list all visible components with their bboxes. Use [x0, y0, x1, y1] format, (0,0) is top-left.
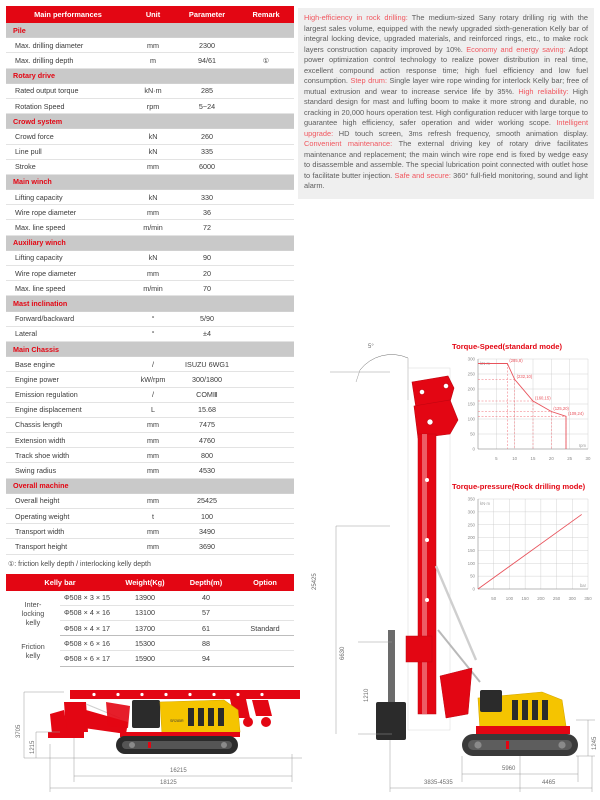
svg-text:50: 50 [470, 431, 475, 437]
kelly-cell-weight: 15300 [114, 636, 176, 651]
svg-text:250: 250 [467, 371, 475, 377]
spec-cell-unit: m [130, 53, 176, 68]
spec-section-row [6, 341, 294, 356]
spec-cell-name: Engine power [6, 372, 130, 387]
kelly-cell-spec: Φ508 × 3 × 15 [60, 591, 114, 606]
spec-cell-param: 36 [176, 205, 238, 220]
spec-cell-param: 4530 [176, 463, 238, 478]
spec-data-row [6, 129, 294, 144]
spec-cell-remark [238, 190, 294, 205]
kelly-cell-spec: Φ508 × 6 × 16 [60, 636, 114, 651]
svg-text:kN·m: kN·m [480, 361, 491, 366]
spec-data-row [6, 326, 294, 341]
spec-section-label: Mast inclination [6, 296, 294, 311]
svg-text:300: 300 [568, 596, 576, 601]
spec-cell-remark [238, 463, 294, 478]
spec-data-row [6, 190, 294, 205]
svg-text:5: 5 [495, 456, 498, 461]
transport-drawing [2, 688, 302, 798]
spec-cell-remark [238, 38, 294, 53]
spec-cell-remark [238, 220, 294, 235]
spec-cell-remark [238, 98, 294, 113]
spec-data-row [6, 266, 294, 281]
feature-body: The medium-sized Sany rotary drilling rig with the largest sales volume, equipped with the newly upgraded sixth-generation Kelly bar of integral locking device, upgraded materials, and reinforced rings, etc., to make rock layers construction capacity improved by 10%. [304, 13, 588, 54]
spec-cell-remark [238, 448, 294, 463]
spec-data-row [6, 83, 294, 98]
spec-data-row [6, 159, 294, 174]
spec-section-row [6, 296, 294, 311]
svg-text:50: 50 [491, 596, 497, 601]
features-panel [298, 8, 594, 199]
svg-text:350: 350 [467, 496, 475, 502]
feature-title: High-efficiency in rock drilling: [304, 13, 408, 22]
spec-cell-unit: kN [130, 129, 176, 144]
svg-text:50: 50 [470, 573, 475, 579]
svg-text:kN·m: kN·m [480, 501, 491, 506]
kelly-cell-weight: 13900 [114, 591, 176, 606]
spec-cell-unit: t [130, 509, 176, 524]
spec-cell-unit: ° [130, 311, 176, 326]
header-parameter: Parameter [176, 6, 238, 23]
spec-data-row [6, 38, 294, 53]
svg-text:200: 200 [537, 596, 545, 601]
spec-cell-param: 335 [176, 144, 238, 159]
spec-section-label: Overall machine [6, 478, 294, 493]
spec-cell-param: 5/90 [176, 311, 238, 326]
svg-text:100: 100 [467, 416, 475, 422]
header-depth: Depth(m) [176, 574, 236, 591]
spec-section-row [6, 114, 294, 129]
svg-text:25: 25 [567, 456, 573, 461]
spec-cell-remark [238, 144, 294, 159]
spec-cell-name: Base engine [6, 357, 130, 372]
rear-reach-label: 4465 [542, 780, 556, 786]
spec-cell-name: Overall height [6, 493, 130, 508]
feature-body: HD touch screen, 3ms refresh frequency, smooth animation display. [333, 128, 588, 138]
spec-data-row [6, 524, 294, 539]
kelly-cell-option [236, 651, 294, 666]
kelly-table-body [6, 591, 294, 666]
kelly-cell-depth: 57 [176, 605, 236, 620]
spec-cell-param: 300/1800 [176, 372, 238, 387]
spec-cell-remark [238, 357, 294, 372]
spec-data-row [6, 493, 294, 508]
machine-model-text: SR285R [170, 719, 184, 723]
svg-text:250: 250 [552, 596, 561, 601]
kelly-cell-depth: 40 [176, 591, 236, 606]
transport-total-length-label: 18125 [160, 780, 177, 786]
spec-cell-unit: / [130, 387, 176, 402]
kelly-cell-depth: 94 [176, 651, 236, 666]
feature-body: The external driving key of rotary drive facilitates maintenance and replacement; the main winch wire rope end is fixed by wedge easy to disassemble and assemble. The special lubrication point connected with outlet hose to facilitate butter injection. [304, 139, 588, 180]
kelly-cell-weight: 15900 [114, 651, 176, 666]
feature-body: 360° full-field monitoring, sound and light alarm. [304, 170, 588, 191]
spec-cell-remark [238, 159, 294, 174]
spec-cell-remark: ① [238, 53, 294, 68]
svg-text:bar: bar [579, 583, 586, 588]
spec-data-row [6, 448, 294, 463]
feature-title: Economy and energy saving: [466, 44, 566, 54]
spec-cell-remark [238, 250, 294, 265]
svg-text:200: 200 [467, 535, 475, 541]
spec-section-label: Pile [6, 23, 294, 38]
spec-cell-name: Lifting capacity [6, 250, 130, 265]
kelly-group-line: kelly [25, 650, 41, 660]
spec-cell-name: Chassis length [6, 417, 130, 432]
spec-cell-unit: m/min [130, 281, 176, 296]
feature-body: Adopt power optimization control technology to realize power distribution in real time, excellent compound action response time; high fuel efficiency and low fuel consumption. [304, 44, 588, 86]
spec-data-row [6, 357, 294, 372]
spec-cell-param: 4760 [176, 433, 238, 448]
spec-cell-name: Operating weight [6, 509, 130, 524]
spec-data-row [6, 281, 294, 296]
spec-cell-unit: mm [130, 417, 176, 432]
spec-data-row [6, 463, 294, 478]
feature-title: High reliability: [518, 86, 569, 96]
spec-data-row [6, 417, 294, 432]
spec-cell-name: Max. line speed [6, 281, 130, 296]
transport-inner-length-label: 16215 [170, 768, 187, 774]
spec-section-label: Main winch [6, 174, 294, 189]
kelly-cell-option: Standard [236, 620, 294, 635]
svg-text:150: 150 [467, 548, 475, 554]
spec-cell-name: Engine displacement [6, 402, 130, 417]
rotary-offset-label: 1210 [364, 688, 370, 702]
spec-cell-remark [238, 524, 294, 539]
spec-cell-unit: / [130, 357, 176, 372]
spec-cell-remark [238, 205, 294, 220]
spec-cell-name: Rated output torque [6, 83, 130, 98]
header-weight: Weight(Kg) [114, 574, 176, 591]
spec-cell-remark [238, 539, 294, 554]
kelly-cell-option [236, 636, 294, 651]
spec-cell-unit: kN·m [130, 83, 176, 98]
kelly-cell-option [236, 605, 294, 620]
spec-section-label: Rotary drive [6, 68, 294, 83]
svg-text:200: 200 [467, 386, 475, 392]
svg-text:100: 100 [505, 596, 514, 601]
kelly-group-line: Friction [21, 641, 45, 651]
spec-cell-param: 25425 [176, 493, 238, 508]
spec-cell-param: 15.68 [176, 402, 238, 417]
spec-cell-param: 6000 [176, 159, 238, 174]
svg-text:150: 150 [521, 596, 529, 601]
spec-cell-name: Track shoe width [6, 448, 130, 463]
feature-title: Convenient maintenance: [304, 139, 393, 149]
spec-cell-remark [238, 372, 294, 387]
spec-cell-unit: mm [130, 524, 176, 539]
spec-section-row [6, 68, 294, 83]
spec-cell-remark [238, 83, 294, 98]
svg-text:100: 100 [467, 560, 475, 566]
spec-cell-param: 330 [176, 190, 238, 205]
spec-data-row [6, 220, 294, 235]
spec-cell-remark [238, 266, 294, 281]
spec-cell-name: Rotation Speed [6, 98, 130, 113]
kelly-bar-table [6, 574, 294, 667]
spec-cell-name: Wire rope diameter [6, 266, 130, 281]
kelly-cell-spec: Φ508 × 4 × 17 [60, 620, 114, 635]
spec-data-row [6, 539, 294, 554]
spec-cell-unit: mm [130, 493, 176, 508]
spec-cell-name: Transport width [6, 524, 130, 539]
header-main-performances: Main performances [6, 6, 130, 23]
spec-data-row [6, 311, 294, 326]
kelly-header-row [6, 574, 294, 591]
spec-cell-name: Wire rope diameter [6, 205, 130, 220]
spec-table-body [6, 23, 294, 554]
header-kelly-bar: Kelly bar [6, 574, 114, 591]
svg-text:300: 300 [467, 356, 475, 362]
spec-section-label: Auxiliary winch [6, 235, 294, 250]
spec-cell-param: 285 [176, 83, 238, 98]
spec-cell-name: Emission regulation [6, 387, 130, 402]
table-header-row [6, 6, 294, 23]
header-unit: Unit [130, 6, 176, 23]
footnote: ①: friction kelly depth / interlocking kelly depth [8, 560, 151, 568]
spec-cell-param: COMⅢ [176, 387, 238, 402]
spec-cell-unit: ° [130, 326, 176, 341]
svg-text:(285,8): (285,8) [509, 358, 523, 363]
spec-cell-name: Max. drilling depth [6, 53, 130, 68]
svg-text:(160,15): (160,15) [535, 395, 551, 401]
kelly-cell-depth: 88 [176, 636, 236, 651]
svg-text:(232,10): (232,10) [516, 373, 533, 379]
svg-text:15: 15 [530, 456, 536, 461]
spec-cell-param: ±4 [176, 326, 238, 341]
spec-cell-param: 20 [176, 266, 238, 281]
spec-cell-remark [238, 387, 294, 402]
spec-section-label: Crowd system [6, 114, 294, 129]
spec-cell-unit: mm [130, 539, 176, 554]
spec-cell-param: 2300 [176, 38, 238, 53]
spec-cell-unit: mm [130, 38, 176, 53]
feature-title: Intelligent upgrade: [304, 118, 588, 138]
kelly-cell-weight: 13700 [114, 620, 176, 635]
spec-cell-param: 5~24 [176, 98, 238, 113]
spec-cell-remark [238, 493, 294, 508]
spec-cell-name: Max. drilling diameter [6, 38, 130, 53]
kelly-cell-spec: Φ508 × 6 × 17 [60, 651, 114, 666]
spec-data-row [6, 144, 294, 159]
spec-cell-param: 260 [176, 129, 238, 144]
spec-cell-unit: L [130, 402, 176, 417]
feature-title: Step drum: [350, 76, 388, 86]
track-length-label: 5960 [502, 766, 516, 772]
front-reach-label: 3835-4535 [424, 780, 453, 786]
spec-data-row [6, 98, 294, 113]
spec-data-row [6, 387, 294, 402]
kelly-cell-spec: Φ508 × 4 × 16 [60, 605, 114, 620]
spec-cell-unit: kN [130, 250, 176, 265]
spec-cell-name: Stroke [6, 159, 130, 174]
spec-cell-param: 7475 [176, 417, 238, 432]
spec-cell-unit: mm [130, 448, 176, 463]
side-view-drawing [330, 330, 595, 798]
spec-data-row [6, 372, 294, 387]
spec-cell-unit: rpm [130, 98, 176, 113]
spec-cell-name: Extension width [6, 433, 130, 448]
torque-pressure-title: Torque-pressure(Rock drilling mode) [452, 482, 586, 491]
svg-text:250: 250 [467, 522, 475, 528]
spec-cell-name: Crowd force [6, 129, 130, 144]
header-option: Option [236, 574, 294, 591]
spec-cell-param: 70 [176, 281, 238, 296]
header-remark: Remark [238, 6, 294, 23]
spec-cell-name: Forward/backward [6, 311, 130, 326]
spec-cell-remark [238, 402, 294, 417]
transport-view-diagram [2, 688, 302, 798]
spec-cell-param: 94/61 [176, 53, 238, 68]
spec-data-row [6, 509, 294, 524]
svg-text:(109,24): (109,24) [568, 410, 584, 416]
kelly-group-line: locking [21, 608, 45, 618]
kelly-group-line: Inter- [24, 599, 42, 609]
spec-cell-remark [238, 129, 294, 144]
spec-cell-unit: m/min [130, 220, 176, 235]
transport-lower-height-label: 1215 [30, 740, 36, 754]
svg-text:(125,20): (125,20) [553, 406, 569, 411]
overall-height-label: 25425 [312, 573, 318, 590]
kelly-group-label [6, 636, 60, 666]
svg-text:10: 10 [512, 456, 518, 461]
spec-data-row [6, 250, 294, 265]
spec-cell-remark [238, 326, 294, 341]
svg-text:350: 350 [584, 596, 592, 601]
left-column [6, 6, 294, 667]
kelly-group-line: kelly [25, 617, 41, 627]
spec-section-row [6, 235, 294, 250]
spec-cell-unit: mm [130, 433, 176, 448]
spec-cell-remark [238, 311, 294, 326]
torque-speed-title: Torque-Speed(standard mode) [452, 342, 562, 351]
spec-section-row [6, 174, 294, 189]
svg-text:300: 300 [467, 509, 475, 515]
svg-text:150: 150 [467, 401, 475, 407]
svg-text:0: 0 [472, 586, 475, 592]
spec-data-row [6, 205, 294, 220]
spec-cell-remark [238, 281, 294, 296]
feature-title: Safe and secure: [394, 170, 451, 180]
chassis-height-label: 1245 [592, 736, 598, 750]
spec-section-row [6, 23, 294, 38]
spec-cell-remark [238, 509, 294, 524]
spec-cell-unit: mm [130, 159, 176, 174]
spec-cell-unit: mm [130, 463, 176, 478]
spec-cell-param: 72 [176, 220, 238, 235]
spec-cell-param: 3690 [176, 539, 238, 554]
machine-side-view-diagram [312, 330, 598, 798]
feature-body: High standard design for mast and luffing boom to make it more strong and durable, no cracking in 20,000 hours operation test. High configuration reducer with large torque to guarantee high efficiency, safer operation and wider working scope. [304, 86, 588, 128]
spec-cell-unit: mm [130, 266, 176, 281]
spec-cell-param: 100 [176, 509, 238, 524]
svg-text:rpm: rpm [578, 443, 586, 448]
spec-cell-name: Swing radius [6, 463, 130, 478]
kelly-group-label [6, 591, 60, 636]
kelly-cell-option [236, 591, 294, 606]
spec-cell-name: Line pull [6, 144, 130, 159]
spec-cell-unit: kN [130, 144, 176, 159]
kelly-cell-weight: 13100 [114, 605, 176, 620]
kelly-row [6, 636, 294, 651]
spec-cell-name: Lateral [6, 326, 130, 341]
spec-cell-name: Lifting capacity [6, 190, 130, 205]
transport-total-height-label: 3705 [16, 724, 22, 738]
spec-cell-name: Transport height [6, 539, 130, 554]
features-text [304, 13, 588, 192]
spec-cell-unit: kW/rpm [130, 372, 176, 387]
svg-text:30: 30 [585, 456, 591, 461]
spec-cell-param: ISUZU 6WG1 [176, 357, 238, 372]
mast-to-ground-label: 6630 [340, 646, 346, 660]
spec-cell-unit: kN [130, 190, 176, 205]
spec-data-row [6, 53, 294, 68]
spec-cell-remark [238, 433, 294, 448]
spec-data-row [6, 433, 294, 448]
kelly-cell-depth: 61 [176, 620, 236, 635]
main-performance-table [6, 6, 294, 555]
svg-text:20: 20 [548, 456, 554, 461]
svg-text:0: 0 [472, 446, 475, 452]
spec-cell-remark [238, 417, 294, 432]
angle-label: 5° [368, 344, 374, 350]
spec-cell-unit: mm [130, 205, 176, 220]
spec-data-row [6, 402, 294, 417]
feature-body: Single layer wire rope winding for interlock Kelly bar; free of mutual extrusion and wear to increase service life by 35%. [304, 76, 588, 96]
kelly-row [6, 591, 294, 606]
spec-cell-param: 3490 [176, 524, 238, 539]
spec-section-row [6, 478, 294, 493]
spec-section-label: Main Chassis [6, 341, 294, 356]
spec-cell-name: Max. line speed [6, 220, 130, 235]
spec-cell-param: 800 [176, 448, 238, 463]
spec-cell-param: 90 [176, 250, 238, 265]
